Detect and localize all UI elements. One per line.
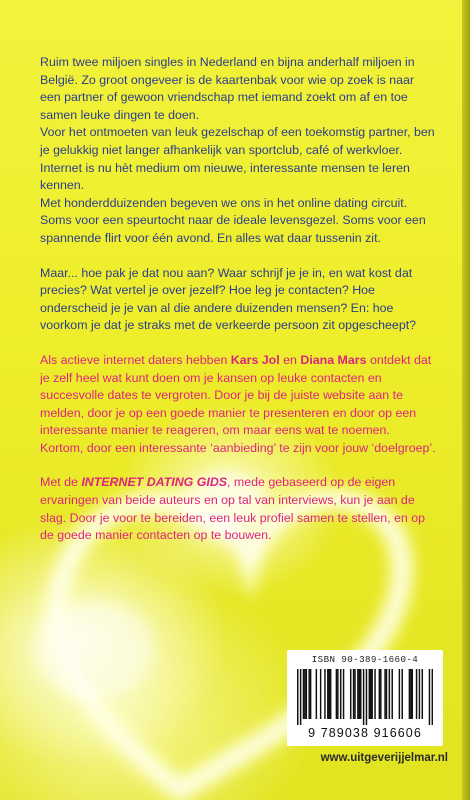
barcode-bar bbox=[330, 669, 331, 719]
barcode-bar bbox=[308, 669, 309, 719]
isbn-number: ISBN 90-389-1660-4 bbox=[311, 654, 419, 665]
publisher-url: www.uitgeverijjelmar.nl bbox=[320, 752, 448, 764]
author-kars-jol: Kars Jol bbox=[230, 352, 280, 367]
barcode-bar bbox=[340, 669, 341, 719]
barcode-bar bbox=[360, 669, 361, 719]
barcode-bar bbox=[419, 669, 420, 719]
barcode-bar bbox=[304, 669, 305, 719]
barcode-bar bbox=[412, 669, 413, 719]
barcode-label bbox=[287, 650, 443, 746]
barcode-bar bbox=[370, 669, 371, 719]
ean-number: 9 789038 916606 bbox=[308, 726, 422, 740]
barcode-bar bbox=[320, 669, 321, 719]
barcode-bar bbox=[297, 669, 298, 725]
barcode-bar bbox=[371, 669, 372, 719]
barcode-bar bbox=[366, 669, 367, 725]
barcode-bar bbox=[324, 669, 325, 719]
barcode-bar bbox=[337, 669, 338, 719]
barcode-bar bbox=[306, 669, 307, 719]
barcode-bar bbox=[327, 669, 328, 719]
barcode-bar bbox=[429, 669, 430, 725]
paragraph-6-intro: Met de bbox=[40, 475, 82, 490]
barcode-bar bbox=[416, 669, 417, 719]
barcode-bar bbox=[303, 669, 304, 719]
barcode-bar bbox=[357, 669, 358, 719]
barcode-bar bbox=[316, 669, 317, 719]
barcode-bar bbox=[409, 669, 410, 719]
barcode-bar bbox=[359, 669, 360, 719]
barcode-bar bbox=[380, 669, 381, 719]
barcode-bar bbox=[336, 669, 337, 719]
blurb-paragraph-4: Maar... hoe pak je dat nou aan? Waar schrijf je je in, en wat kost dat precies? Wat vertel je over jezelf? Hoe leg je contacten? Hoe onderscheid je je van al die andere duizenden mensen? En: hoe voorkom je dat je straks met de verkeerde persoon zit opgescheept? bbox=[40, 265, 417, 333]
barcode-bar bbox=[399, 669, 400, 719]
barcode-bar bbox=[410, 669, 411, 719]
book-title: INTERNET DATING GIDS bbox=[81, 475, 228, 490]
paragraph-5-and: en bbox=[279, 352, 301, 367]
barcode-bar bbox=[328, 669, 329, 719]
blurb-paragraph-3: Met honderdduizenden begeven we ons in het online dating circuit. Soms voor een speurtocht naar de ideale levensgezel. Soms voor een spannende flirt voor één avond. En alles wat daar tussenin zit. bbox=[40, 195, 426, 245]
barcode-bar bbox=[300, 669, 301, 725]
barcode-bar bbox=[310, 669, 311, 719]
barcode-bars bbox=[297, 669, 433, 725]
paragraph-6-rest: , mede gebaseerd op de eigen ervaringen van beide auteurs en op tal van interviews, kun je aan de slag. Door je voor te bereiden, een leuk profiel samen te stellen, en op de goede manier contacten op te bouwen. bbox=[40, 475, 426, 543]
blurb-text bbox=[40, 54, 436, 545]
author-diana-mars: Diana Mars bbox=[300, 352, 367, 367]
barcode-bar bbox=[353, 669, 354, 719]
barcode-bar bbox=[432, 669, 433, 725]
barcode-bar bbox=[350, 669, 351, 719]
barcode-bar bbox=[343, 669, 344, 719]
barcode-bar bbox=[363, 669, 364, 725]
barcode-bar bbox=[402, 669, 403, 719]
barcode-bar bbox=[354, 669, 355, 719]
barcode-bar bbox=[384, 669, 385, 719]
blurb-paragraph-2: Voor het ontmoeten van leuk gezelschap of een toekomstig partner, ben je gelukkig niet langer afhankelijk van sportclub, café of werkvloer. Internet is nu hèt medium om nieuwe, interessante mensen te leren kennen. bbox=[40, 125, 435, 193]
paragraph-5-rest: ontdekt dat je zelf heel wat kunt doen om je kansen op leuke contacten en succesvolle dates te vergroten. Door je bij de juiste website aan te melden, door je op een goede manier te presenteren en door op een interessante manier te reageren, om maar eens wat te noemen. Kortom, door een interessante ‘aanbieding’ te zijn voor jouw ‘doelgroep’. bbox=[40, 352, 436, 455]
barcode-bar bbox=[389, 669, 390, 719]
barcode-bar bbox=[422, 669, 423, 719]
blurb-paragraph-5 bbox=[40, 352, 436, 458]
barcode-bar bbox=[369, 669, 370, 719]
barcode-bar bbox=[379, 669, 380, 719]
blurb-paragraph-1: Ruim twee miljoen singles in Nederland en bijna anderhalf miljoen in België. Zo groot ongeveer is de kaartenbak voor wie op zoek is naar een partner of gewoon vriendschap met iemand zoekt om af en toe samen leuke dingen te doen. bbox=[40, 55, 415, 122]
barcode-bar bbox=[374, 669, 375, 719]
barcode-bar bbox=[391, 669, 392, 719]
paragraph-5-intro: Als actieve internet daters hebben bbox=[40, 352, 231, 367]
spine-edge bbox=[462, 0, 470, 800]
blurb-paragraph-6 bbox=[40, 474, 436, 544]
barcode-bar bbox=[386, 669, 387, 719]
